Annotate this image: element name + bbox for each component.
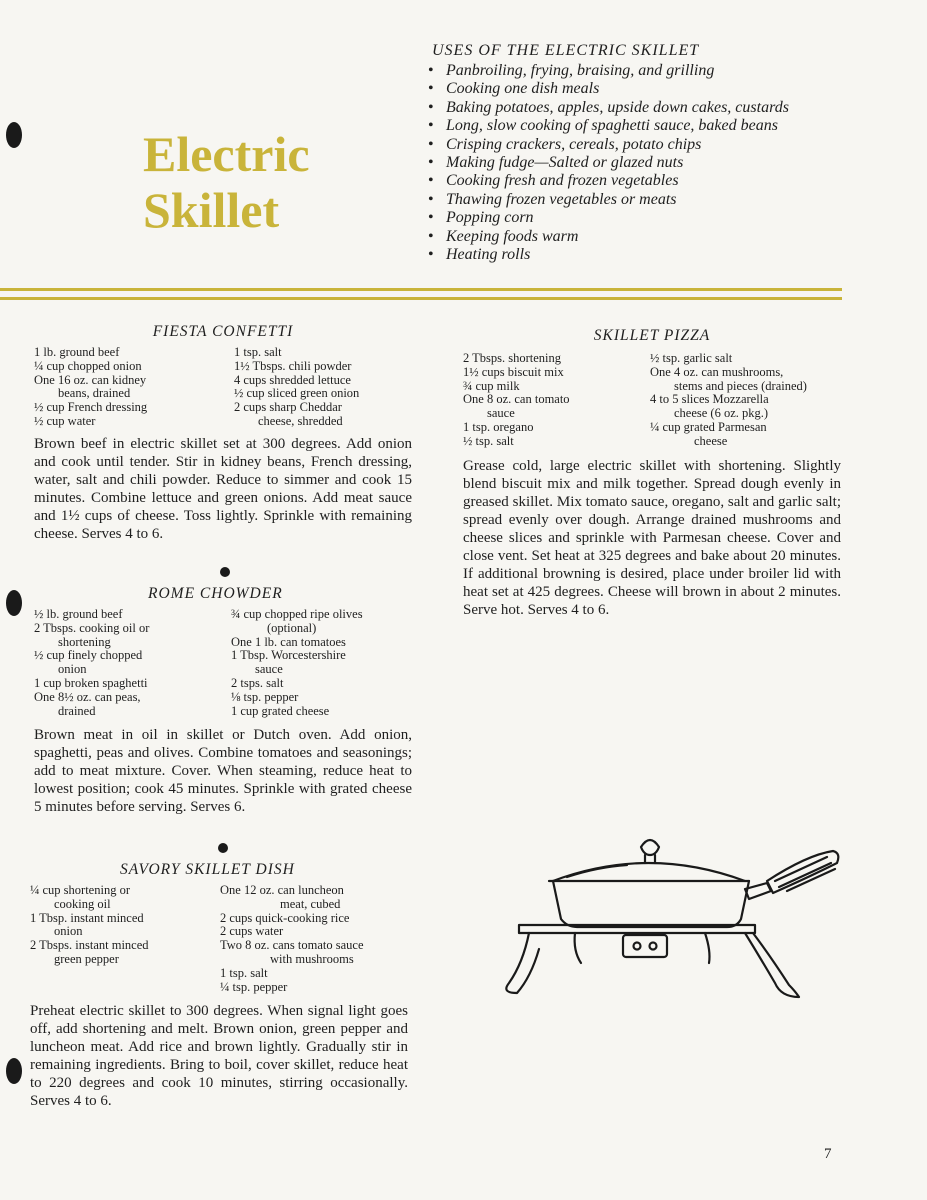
ingredient: 2 cups water [220, 924, 284, 939]
ingredient-column-left [30, 884, 220, 994]
ingredient: ½ cup French dressing [34, 400, 148, 415]
recipe-divider-dot [218, 843, 228, 853]
ingredient: ½ tsp. salt [463, 433, 514, 448]
ingredient: ¼ cup grated Parmesan [650, 419, 767, 434]
ingredient: shortening [58, 634, 111, 649]
ingredient-column-left [34, 608, 231, 718]
ingredient: One 8½ oz. can peas, [34, 689, 141, 704]
ingredient: 2 Tbsps. shortening [463, 351, 562, 365]
ingredient: ⅛ tsp. pepper [231, 689, 299, 704]
list-item: • Thawing frozen vegetables or meats [428, 191, 898, 209]
ingredient-list [463, 352, 841, 449]
list-item: • Cooking fresh and frozen vegetables [428, 172, 898, 190]
ingredient: onion [54, 924, 83, 939]
ingredient: ½ tsp. garlic salt [650, 351, 733, 365]
ingredient-column-right [220, 884, 364, 994]
electric-skillet-icon [505, 825, 845, 1010]
ingredient: ¼ cup chopped onion [34, 358, 142, 373]
ingredient: 1 lb. ground beef [34, 345, 120, 359]
ingredient: ½ cup finely chopped [34, 648, 143, 663]
ingredient: beans, drained [58, 386, 131, 401]
ingredient: 2 cups quick-cooking rice [220, 910, 350, 925]
recipe-savory-skillet-dish [30, 860, 408, 1110]
ingredient-column-right [650, 352, 807, 449]
page-title [143, 126, 310, 238]
ingredient: 1½ Tbsps. chili powder [234, 358, 352, 373]
recipe-title: ROME CHOWDER [148, 585, 283, 602]
recipe-directions: Brown meat in oil in skillet or Dutch oven. Add onion, spaghetti, peas and olives. Combine tomatoes and seasonings; add to meat mixture. Cover. When steaming, reduce heat to lowest position; cook 45 minutes. Sprinkle with grated cheese 5 minutes before serving. Serves 6. [34, 727, 412, 816]
ingredient-list [30, 884, 408, 994]
recipe-directions: Grease cold, large electric skillet with shortening. Slightly blend biscuit mix and milk together. Spread dough evenly in greased skillet. Mix tomato sauce, oregano, salt and garlic salt; spread evenly over dough. Arrange drained mushrooms and cheese slices and sprinkle with Parmesan cheese. Cover and close vent. Set heat at 325 degrees and bake about 20 minutes. If additional browning is desired, place under broiler lid with heat set at 425 degrees. Cheese will brown in about 2 minutes. Serve hot. Serves 4 to 6. [463, 457, 841, 618]
ingredient: One 16 oz. can kidney [34, 372, 147, 387]
recipe-directions: Preheat electric skillet to 300 degrees. When signal light goes off, add shortening and melt. Brown onion, green pepper and luncheon meat. Add rice and brown lightly. Gradually stir in remaining ingredients. Bring to boil, cover skillet, reduce heat to 220 degrees and cook 10 minutes, stirring occasionally. Serves 4 to 6. [30, 1003, 408, 1110]
recipe-title: FIESTA CONFETTI [152, 323, 294, 340]
recipe-fiesta-confetti [34, 322, 412, 543]
list-item: • Popping corn [428, 209, 898, 227]
list-item: • Long, slow cooking of spaghetti sauce, baked beans [428, 117, 898, 135]
ingredient: One 1 lb. can tomatoes [231, 634, 346, 649]
list-item: • Keeping foods warm [428, 228, 898, 246]
recipe-skillet-pizza [463, 326, 841, 619]
ingredient: 2 tsps. salt [231, 675, 284, 690]
ingredient: cheese, shredded [258, 413, 343, 428]
ingredient: 1 cup broken spaghetti [34, 675, 148, 690]
ingredient: drained [58, 703, 96, 718]
ingredient: with mushrooms [270, 951, 354, 966]
ingredient: sauce [255, 662, 283, 677]
recipe-divider-dot [220, 567, 230, 577]
ingredient-list [34, 608, 412, 718]
list-item: • Cooking one dish meals [428, 80, 898, 98]
page-title-line2: Skillet [143, 182, 280, 238]
list-item: • Baking potatoes, apples, upside down cakes, custards [428, 99, 898, 117]
ingredient-list [34, 346, 412, 429]
ingredient-column-left [463, 352, 650, 449]
uses-heading: USES OF THE ELECTRIC SKILLET [432, 42, 700, 59]
recipe-title: SKILLET PIZZA [593, 327, 711, 344]
ingredient: cooking oil [54, 896, 111, 911]
ingredient: meat, cubed [280, 896, 341, 911]
ingredient: 1½ cups biscuit mix [463, 364, 564, 379]
ingredient-column-left [34, 346, 234, 429]
ingredient: One 8 oz. can tomato [463, 392, 570, 407]
binder-hole-bottom [6, 1058, 22, 1084]
list-item: • Heating rolls [428, 246, 898, 264]
ingredient: 4 to 5 slices Mozzarella [650, 392, 769, 407]
uses-section [428, 40, 898, 264]
ingredient: 1 tsp. salt [220, 965, 268, 980]
list-item: • Making fudge—Salted or glazed nuts [428, 154, 898, 172]
binder-hole-top [6, 122, 22, 148]
ingredient: ½ cup water [34, 413, 96, 428]
ingredient: stems and pieces (drained) [674, 378, 807, 393]
divider-rule-top [0, 288, 842, 291]
ingredient: green pepper [54, 951, 119, 966]
ingredient: One 4 oz. can mushrooms, [650, 364, 784, 379]
ingredient: 2 cups sharp Cheddar [234, 400, 342, 415]
page-title-line1: Electric [143, 126, 310, 182]
ingredient: ¾ cup chopped ripe olives [231, 607, 363, 621]
uses-list [428, 62, 898, 264]
ingredient: One 12 oz. can luncheon [220, 883, 344, 897]
recipe-title: SAVORY SKILLET DISH [120, 861, 295, 878]
ingredient: 1 cup grated cheese [231, 703, 330, 718]
ingredient: 1 tsp. salt [234, 345, 282, 359]
binder-hole-middle [6, 590, 22, 616]
ingredient: ½ cup sliced green onion [234, 386, 360, 401]
ingredient: 4 cups shredded lettuce [234, 372, 351, 387]
ingredient: (optional) [267, 620, 317, 635]
ingredient: 2 Tbsps. instant minced [30, 938, 149, 953]
ingredient: ¾ cup milk [463, 378, 520, 393]
list-item: • Panbroiling, frying, braising, and grilling [428, 62, 898, 80]
ingredient: ½ lb. ground beef [34, 607, 123, 621]
ingredient: 1 tsp. oregano [463, 419, 534, 434]
recipe-rome-chowder [34, 584, 412, 816]
ingredient: 1 Tbsp. instant minced [30, 910, 144, 925]
ingredient: ¼ tsp. pepper [220, 979, 288, 994]
ingredient: 2 Tbsps. cooking oil or [34, 620, 150, 635]
ingredient: 1 Tbsp. Worcestershire [231, 648, 346, 663]
ingredient: sauce [487, 406, 515, 421]
ingredient: cheese (6 oz. pkg.) [674, 406, 769, 421]
divider-rule-bottom [0, 297, 842, 300]
list-item: • Crisping crackers, cereals, potato chips [428, 136, 898, 154]
ingredient: cheese [694, 433, 728, 448]
page-number: 7 [824, 1146, 832, 1162]
ingredient-column-right [234, 346, 359, 429]
ingredient-column-right [231, 608, 363, 718]
ingredient: onion [58, 662, 87, 677]
ingredient: ¼ cup shortening or [30, 883, 130, 897]
recipe-directions: Brown beef in electric skillet set at 300 degrees. Add onion and cook until tender. Stir in kidney beans, French dressing, water, salt and chili powder. Reduce to simmer and cook 15 minutes. Combine lettuce and green onions. Add meat sauce and 1½ cups of cheese. Toss lightly. Sprinkle with remaining cheese. Serves 4 to 6. [34, 435, 412, 542]
ingredient: Two 8 oz. cans tomato sauce [220, 938, 364, 953]
